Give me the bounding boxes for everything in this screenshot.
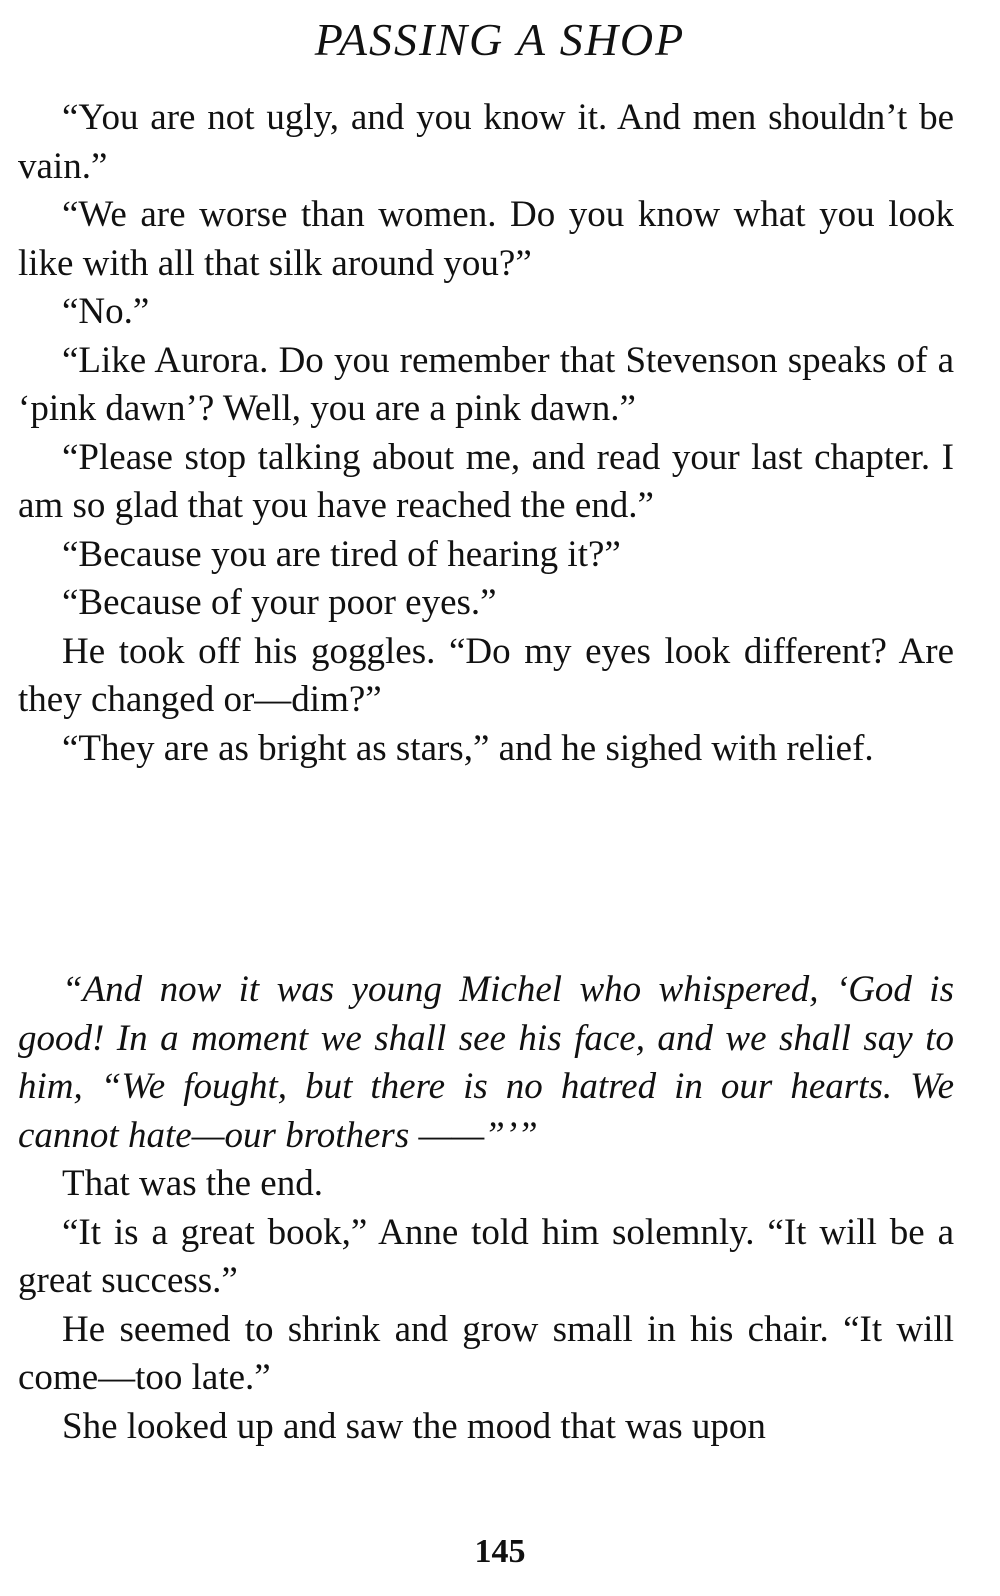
running-head: PASSING A SHOP [314, 14, 686, 65]
paragraph: “No.” [62, 291, 150, 332]
paragraph: “You are not ugly, and you know it. And men shouldn’t be vain.” [18, 97, 954, 187]
paragraph: “Please stop talking about me, and read your last chapter. I am so glad that you have reached the end.” [18, 436, 954, 526]
paragraph: “They are as bright as stars,” and he sighed with relief. [62, 727, 874, 769]
paragraph: “It is a great book,” Anne told him solemnly. “It will be a great success.” [18, 1211, 954, 1301]
paragraph: “Like Aurora. Do you remember that Stevenson speaks of a ‘pink dawn’? Well, you are a pink dawn.” [18, 339, 954, 429]
paragraph: He took off his goggles. “Do my eyes look different? Are they changed or—dim?” [18, 630, 954, 720]
text-block-after-break [18, 966, 954, 1451]
paragraph: He seemed to shrink and grow small in his chair. “It will come—too late.” [18, 1308, 954, 1398]
paragraph: “Because you are tired of hearing it?” [62, 533, 621, 575]
paragraph: “Because of your poor eyes.” [62, 582, 497, 623]
italic-quote-paragraph: “And now it was young Michel who whispered, ‘God is good! In a moment we shall see his face, and we shall say to him, “We fought, but there is no hatred in our hearts. We cannot hate—our brothers ——”’” [18, 969, 954, 1156]
paragraph: She looked up and saw the mood that was upon [62, 1405, 766, 1447]
text-block-before-break [18, 94, 954, 773]
page-number: 145 [474, 1533, 526, 1570]
paragraph: “We are worse than women. Do you know what you look like with all that silk around you?” [18, 194, 954, 284]
paragraph: That was the end. [62, 1163, 323, 1204]
